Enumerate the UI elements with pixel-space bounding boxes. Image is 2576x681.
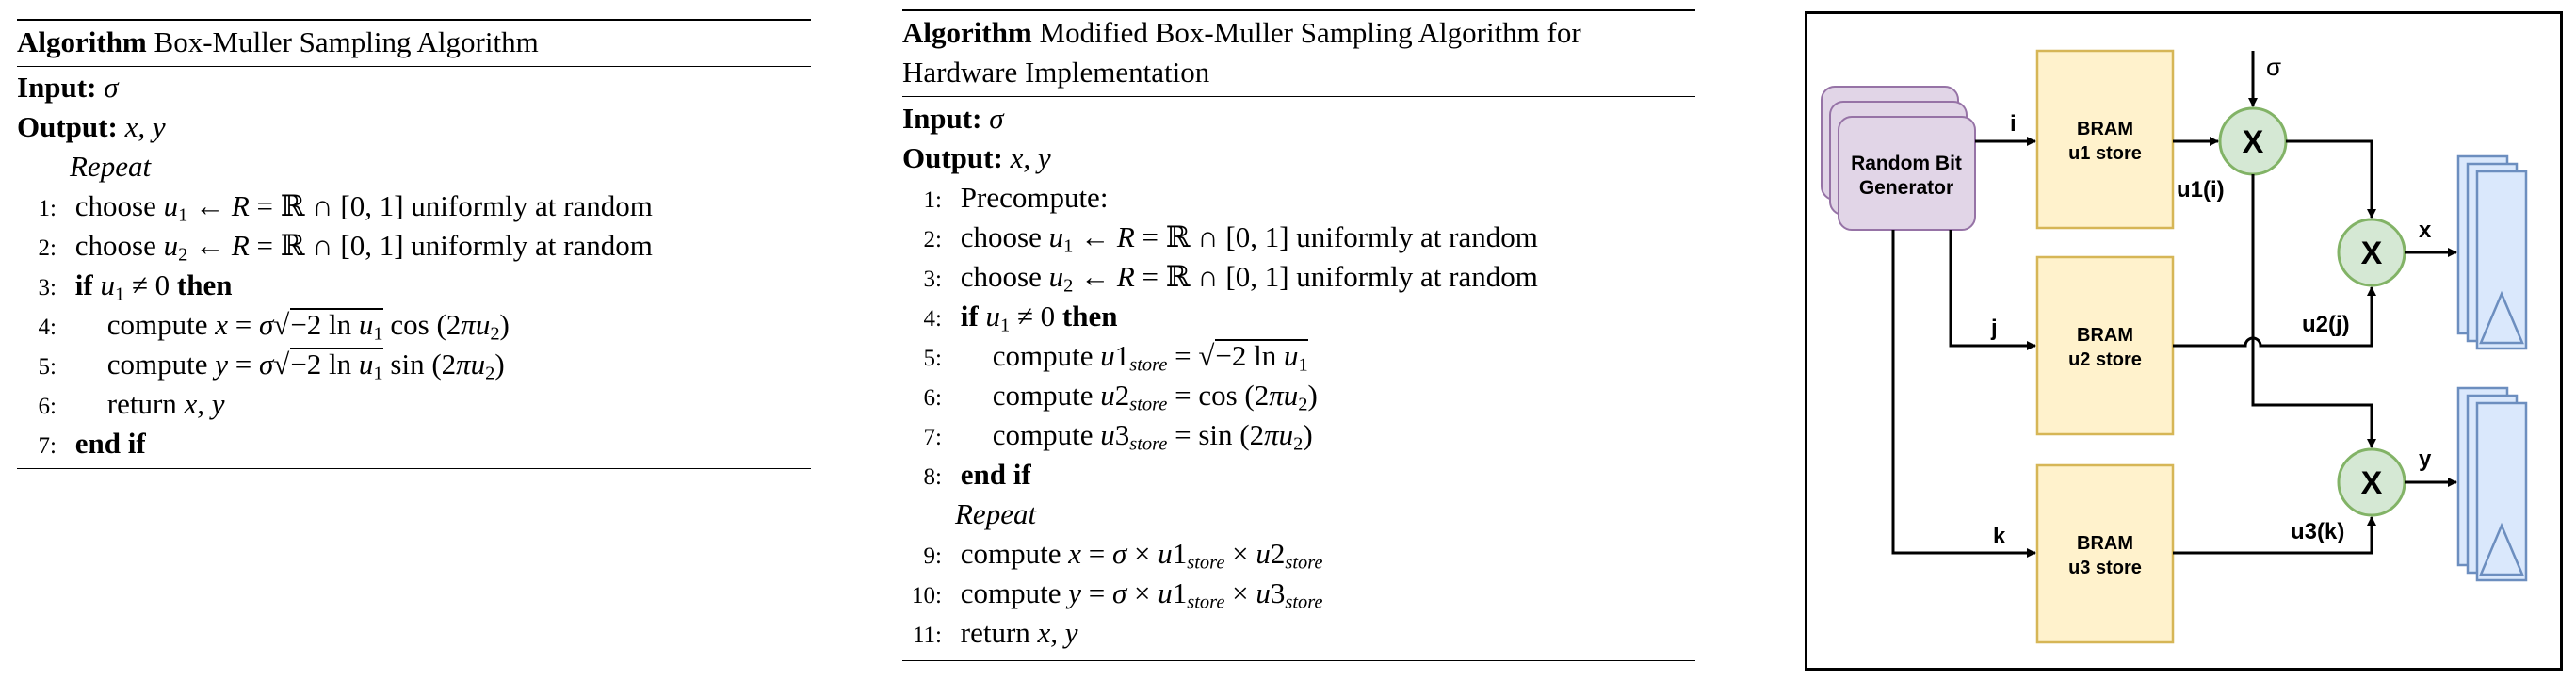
algo-step-5: 5: compute y = σ√−2 $\ln u_1$ $\sin (2\pi u_2)$ (38, 348, 505, 384)
algo-step-10: 10: compute $y = \sigma \times u1_{store} \times u3_{store}$ (912, 576, 1323, 613)
repeat-line: Repeat (955, 497, 1037, 530)
svg-text:BRAM: BRAM (2077, 119, 2133, 139)
bram-u1-store (2037, 51, 2173, 228)
algorithm-title-line2: Hardware Implementation (902, 56, 1210, 89)
label-i: i (2010, 111, 2017, 137)
algo-step-7: 7: compute $u3_{store} = \sin (2\pi u_2)$ (923, 418, 1313, 455)
rng-label: Random Bit (1851, 153, 1962, 174)
input-line (17, 68, 118, 107)
multiplier-y (2339, 449, 2405, 515)
svg-text:X: X (2360, 465, 2383, 501)
bottom-rule (902, 660, 1695, 661)
algorithm-modified-box-muller (902, 9, 1695, 669)
algorithm-label: Algorithm (17, 25, 147, 58)
algo-step-8: 8: end if (923, 458, 1031, 491)
algo-step-7: 7: end if (38, 427, 146, 460)
top-rule (902, 9, 1695, 11)
algo-step-4: 4: compute x = σ√−2 $\ln u_1$ $\cos (2\pi u_2)$ (38, 308, 510, 345)
title-rule (902, 96, 1695, 97)
label-u2: u2(j) (2302, 312, 2350, 337)
algo-step-6: 6: return x, y (38, 387, 225, 420)
svg-text:X: X (2360, 235, 2383, 271)
label-x: x (2419, 218, 2432, 243)
output-line: Output: x, y (902, 141, 1051, 174)
top-rule (17, 19, 811, 21)
svg-text:BRAM: BRAM (2077, 533, 2133, 554)
algorithm-title (902, 13, 1695, 53)
algo-step-6: 6: compute $u2_{store} = \cos (2\pi u_2)$ (923, 379, 1318, 415)
repeat-line: Repeat (70, 150, 152, 183)
algo-step-3: 3: if $u_1 \ne 0$ then (38, 268, 233, 305)
bottom-rule (17, 468, 811, 469)
input-label: Input: (17, 71, 97, 104)
algo-step-2: 2: choose $u_2$ ← R = ℝ ∩ [0, 1] uniformly at random (38, 229, 653, 266)
bram-u2-store (2037, 257, 2173, 434)
algo-step-3: 3: choose $u_2$ ← R = ℝ ∩ [0, 1] uniformly at random (923, 260, 1538, 297)
output-value: x, y (124, 110, 166, 143)
algo-step-11: 11: return x, y (912, 616, 1078, 649)
algorithm-name: Modified Box-Muller Sampling Algorithm for (1039, 16, 1581, 49)
input-line: Input: σ (902, 102, 1004, 135)
input-value: σ (104, 71, 119, 104)
algo-step-1: 1: Precompute: (923, 181, 1109, 214)
algo-step-9: 9: compute $x = \sigma \times u1_{store} \times u2_{store}$ (923, 537, 1323, 574)
svg-text:u2 store: u2 store (2068, 349, 2142, 370)
algorithm-name: Box-Muller Sampling Algorithm (154, 25, 539, 58)
random-bit-generator (1822, 87, 1975, 230)
output-y-buffer (2458, 388, 2526, 580)
rng-label-2: Generator (1858, 177, 1954, 199)
algorithm-label: Algorithm (902, 16, 1032, 49)
bram-u3-store (2037, 465, 2173, 642)
label-y: y (2419, 446, 2432, 472)
algo-step-5: 5: compute $u1_{store} = √-2$ $\ln u_1$ (923, 339, 1308, 376)
output-line (17, 107, 166, 147)
svg-text:u1 store: u1 store (2068, 143, 2142, 164)
label-sigma: σ (2266, 53, 2282, 81)
algo-step-1: 1: choose $u_1$ ← R = ℝ ∩ [0, 1] uniformly at random (38, 189, 653, 226)
label-u3: u3(k) (2291, 519, 2345, 544)
label-u1: u1(i) (2177, 177, 2225, 203)
hardware-block-diagram (1805, 11, 2563, 671)
svg-text:u3 store: u3 store (2068, 558, 2142, 578)
algorithm-title (17, 23, 811, 62)
output-label: Output: (17, 110, 118, 143)
label-j: j (1991, 316, 1998, 341)
svg-text:X: X (2242, 124, 2264, 160)
svg-text:BRAM: BRAM (2077, 325, 2133, 346)
multiplier-x (2339, 219, 2405, 285)
algo-step-2: 2: choose $u_1$ ← R = ℝ ∩ [0, 1] uniformly at random (923, 220, 1538, 257)
algo-step-4: 4: if $u_1 \ne 0$ then (923, 300, 1118, 336)
output-x-buffer (2458, 156, 2526, 349)
diagram-svg (1805, 11, 2563, 671)
title-rule (17, 66, 811, 67)
multiplier-sigma (2220, 108, 2286, 174)
algorithm-box-muller (17, 19, 811, 471)
label-k: k (1993, 524, 2006, 549)
